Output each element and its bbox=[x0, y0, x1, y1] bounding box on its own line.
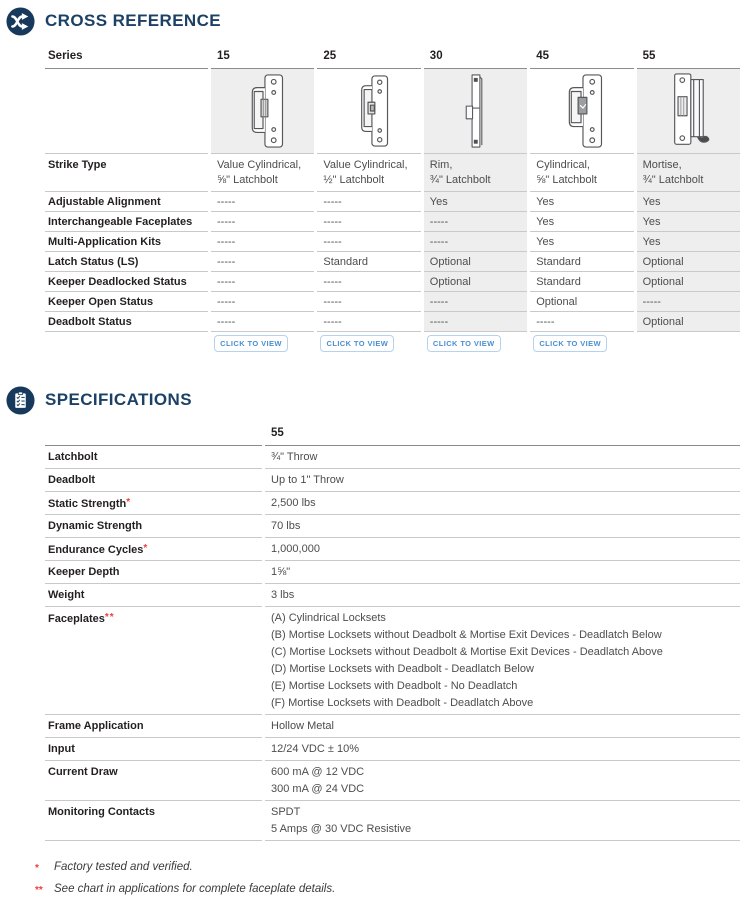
spec-header-spacer bbox=[45, 425, 262, 446]
cell-multi-application-kits-45: Yes bbox=[530, 232, 633, 252]
cell-keeper-deadlocked-status-55: Optional bbox=[637, 272, 740, 292]
spec-column-header-55: 55 bbox=[265, 425, 740, 446]
row-label-multi-application-kits: Multi-Application Kits bbox=[45, 232, 208, 252]
footnote-2 bbox=[35, 879, 745, 901]
spec-value-endurance-cycles: 1,000,000 bbox=[265, 538, 740, 561]
cell-adjustable-alignment-55: Yes bbox=[637, 192, 740, 212]
cell-multi-application-kits-55: Yes bbox=[637, 232, 740, 252]
image-row-spacer bbox=[45, 69, 208, 154]
row-label-keeper-open-status: Keeper Open Status bbox=[45, 292, 208, 312]
spec-value-weight: 3 lbs bbox=[265, 584, 740, 607]
series-column-header-55: 55 bbox=[637, 46, 740, 69]
spec-value-frame-application: Hollow Metal bbox=[265, 715, 740, 738]
cross-reference-table bbox=[45, 46, 740, 355]
cell-keeper-open-status-45: Optional bbox=[530, 292, 633, 312]
spec-label-keeper-depth: Keeper Depth bbox=[45, 561, 262, 584]
cell-interchangeable-faceplates-30: ----- bbox=[424, 212, 527, 232]
click-to-view-30-button[interactable]: CLICK TO VIEW bbox=[427, 335, 501, 352]
spec-label-monitoring-contacts: Monitoring Contacts bbox=[45, 801, 262, 841]
cell-interchangeable-faceplates-45: Yes bbox=[530, 212, 633, 232]
spec-label-input: Input bbox=[45, 738, 262, 761]
cell-keeper-open-status-30: ----- bbox=[424, 292, 527, 312]
cell-latch-status-ls-25: Standard bbox=[317, 252, 420, 272]
spec-label-current-draw: Current Draw bbox=[45, 761, 262, 801]
button-row-spacer bbox=[45, 332, 208, 355]
shuffle-icon bbox=[6, 7, 35, 36]
cell-keeper-deadlocked-status-15: ----- bbox=[211, 272, 314, 292]
cell-deadbolt-status-55: Optional bbox=[637, 312, 740, 332]
series-column-header-15: 15 bbox=[211, 46, 314, 69]
series-30-strike-image bbox=[424, 69, 527, 154]
cell-deadbolt-status-15: ----- bbox=[211, 312, 314, 332]
cell-keeper-open-status-55: ----- bbox=[637, 292, 740, 312]
spec-label-latchbolt: Latchbolt bbox=[45, 446, 262, 469]
cell-latch-status-ls-45: Standard bbox=[530, 252, 633, 272]
cross-reference-title: CROSS REFERENCE bbox=[45, 11, 222, 30]
series-25-strike-image bbox=[317, 69, 420, 154]
cell-multi-application-kits-25: ----- bbox=[317, 232, 420, 252]
button-cell-15 bbox=[211, 332, 314, 355]
footnote-marker: ** bbox=[35, 885, 43, 896]
cell-adjustable-alignment-45: Yes bbox=[530, 192, 633, 212]
button-cell-30 bbox=[424, 332, 527, 355]
row-label-latch-status-ls: Latch Status (LS) bbox=[45, 252, 208, 272]
button-cell-45 bbox=[530, 332, 633, 355]
cell-keeper-deadlocked-status-45: Standard bbox=[530, 272, 633, 292]
spec-label-frame-application: Frame Application bbox=[45, 715, 262, 738]
cell-interchangeable-faceplates-25: ----- bbox=[317, 212, 420, 232]
spec-value-faceplates: (A) Cylindrical Locksets (B) Mortise Locksets without Deadbolt & Mortise Exit Devices - Deadlatch Below (C) Mortise Locksets without Deadbolt & Mortise Exit Devices - Deadlatch Above (D) Mortise Locksets with Deadbolt - Deadlatch Below (E) Mortise Locksets with Deadbolt - No Deadlatch (F) Mortise Locksets with Deadbolt - Deadlatch Above bbox=[265, 607, 740, 715]
cell-deadbolt-status-45: ----- bbox=[530, 312, 633, 332]
series-45-strike-image bbox=[530, 69, 633, 154]
footnote-text: See chart in applications for complete faceplate details. bbox=[54, 883, 336, 895]
series-column-header-45: 45 bbox=[530, 46, 633, 69]
cell-multi-application-kits-15: ----- bbox=[211, 232, 314, 252]
cell-keeper-open-status-25: ----- bbox=[317, 292, 420, 312]
cross-reference-section-header bbox=[6, 6, 745, 36]
spec-value-keeper-depth: 1⅝" bbox=[265, 561, 740, 584]
spec-label-faceplates: Faceplates** bbox=[45, 607, 262, 715]
spec-label-marker: * bbox=[126, 497, 132, 508]
cell-latch-status-ls-15: ----- bbox=[211, 252, 314, 272]
spec-value-deadbolt: Up to 1" Throw bbox=[265, 469, 740, 492]
footnote-1 bbox=[35, 857, 745, 879]
spec-value-monitoring-contacts: SPDT 5 Amps @ 30 VDC Resistive bbox=[265, 801, 740, 841]
footnote-marker: * bbox=[35, 863, 39, 874]
footnote-text: Factory tested and verified. bbox=[54, 861, 193, 873]
series-header-label: Series bbox=[45, 46, 208, 69]
click-to-view-25-button[interactable]: CLICK TO VIEW bbox=[320, 335, 394, 352]
cell-adjustable-alignment-15: ----- bbox=[211, 192, 314, 212]
button-cell-55 bbox=[637, 332, 740, 355]
cell-strike-type-15: Value Cylindrical, ⅝" Latchbolt bbox=[211, 154, 314, 192]
specifications-table bbox=[45, 425, 740, 841]
cell-strike-type-25: Value Cylindrical, ½" Latchbolt bbox=[317, 154, 420, 192]
cell-multi-application-kits-30: ----- bbox=[424, 232, 527, 252]
cell-strike-type-30: Rim, ¾" Latchbolt bbox=[424, 154, 527, 192]
spec-label-endurance-cycles: Endurance Cycles* bbox=[45, 538, 262, 561]
row-label-keeper-deadlocked-status: Keeper Deadlocked Status bbox=[45, 272, 208, 292]
cell-keeper-open-status-15: ----- bbox=[211, 292, 314, 312]
series-column-header-30: 30 bbox=[424, 46, 527, 69]
cell-keeper-deadlocked-status-30: Optional bbox=[424, 272, 527, 292]
series-15-strike-image bbox=[211, 69, 314, 154]
checklist-icon bbox=[6, 386, 35, 415]
click-to-view-45-button[interactable]: CLICK TO VIEW bbox=[533, 335, 607, 352]
row-label-deadbolt-status: Deadbolt Status bbox=[45, 312, 208, 332]
spec-label-dynamic-strength: Dynamic Strength bbox=[45, 515, 262, 538]
series-55-strike-image bbox=[637, 69, 740, 154]
cell-latch-status-ls-55: Optional bbox=[637, 252, 740, 272]
cell-interchangeable-faceplates-55: Yes bbox=[637, 212, 740, 232]
spec-label-static-strength: Static Strength* bbox=[45, 492, 262, 515]
cell-deadbolt-status-30: ----- bbox=[424, 312, 527, 332]
spec-value-static-strength: 2,500 lbs bbox=[265, 492, 740, 515]
cell-interchangeable-faceplates-15: ----- bbox=[211, 212, 314, 232]
spec-label-marker: ** bbox=[104, 612, 115, 623]
spec-value-dynamic-strength: 70 lbs bbox=[265, 515, 740, 538]
spec-value-latchbolt: ¾" Throw bbox=[265, 446, 740, 469]
cell-strike-type-55: Mortise, ¾" Latchbolt bbox=[637, 154, 740, 192]
cell-deadbolt-status-25: ----- bbox=[317, 312, 420, 332]
row-label-interchangeable-faceplates: Interchangeable Faceplates bbox=[45, 212, 208, 232]
footnotes bbox=[35, 857, 745, 901]
row-label-adjustable-alignment: Adjustable Alignment bbox=[45, 192, 208, 212]
cell-strike-type-45: Cylindrical, ⅝" Latchbolt bbox=[530, 154, 633, 192]
cell-adjustable-alignment-25: ----- bbox=[317, 192, 420, 212]
cell-keeper-deadlocked-status-25: ----- bbox=[317, 272, 420, 292]
cell-latch-status-ls-30: Optional bbox=[424, 252, 527, 272]
cell-adjustable-alignment-30: Yes bbox=[424, 192, 527, 212]
row-label-strike-type: Strike Type bbox=[45, 154, 208, 192]
click-to-view-15-button[interactable]: CLICK TO VIEW bbox=[214, 335, 288, 352]
specifications-title: SPECIFICATIONS bbox=[45, 390, 192, 409]
button-cell-25 bbox=[317, 332, 420, 355]
spec-value-current-draw: 600 mA @ 12 VDC 300 mA @ 24 VDC bbox=[265, 761, 740, 801]
spec-label-marker: * bbox=[143, 543, 149, 554]
specifications-section-header bbox=[6, 385, 745, 415]
spec-value-input: 12/24 VDC ± 10% bbox=[265, 738, 740, 761]
spec-label-deadbolt: Deadbolt bbox=[45, 469, 262, 492]
series-column-header-25: 25 bbox=[317, 46, 420, 69]
spec-label-weight: Weight bbox=[45, 584, 262, 607]
